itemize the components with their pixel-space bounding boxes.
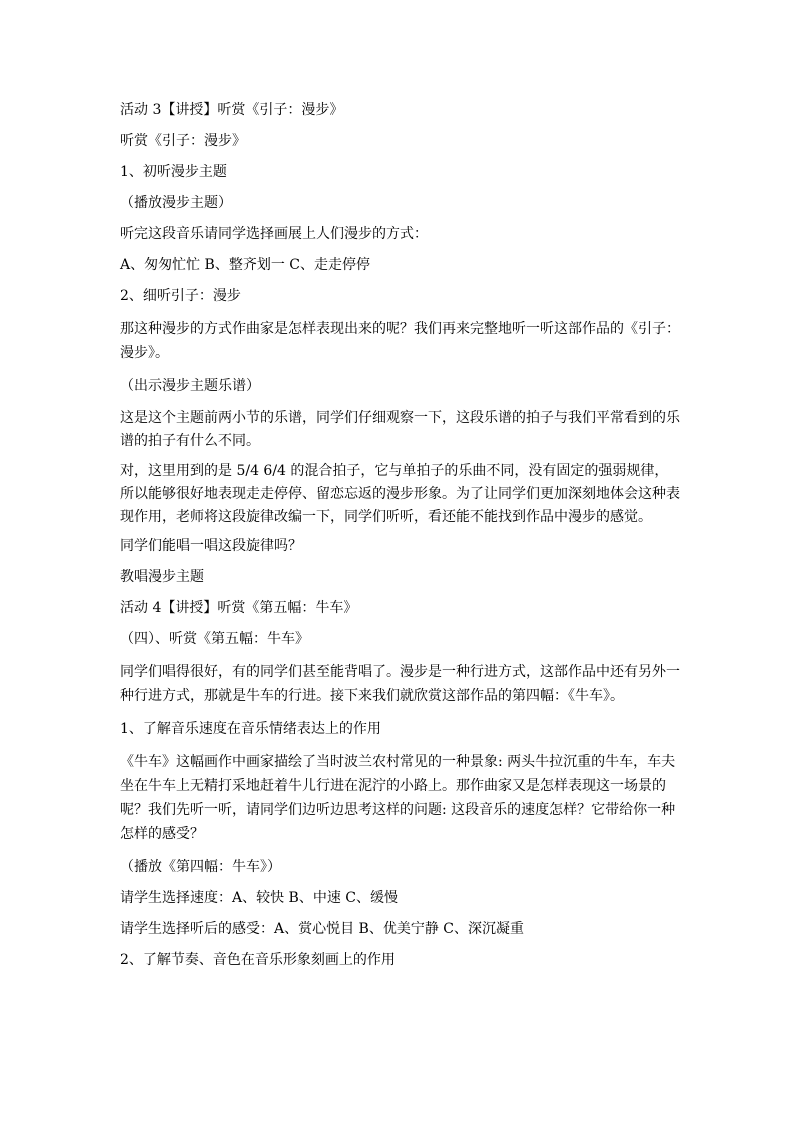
step-2-heading: 2、细听引子：漫步 xyxy=(120,288,241,304)
body-paragraph-meter: 对，这里用到的是 5/4 6/4 的混合拍子，它与单拍子的乐曲不同，没有固定的强弱规律，所以能够很好地表现走走停停、留恋忘返的漫步形象。为了让同学们更加深刻地体会这种表现作用，老师将这段旋律改编一下，同学们听听，看还能不能找到作品中漫步的感觉。 xyxy=(120,463,680,525)
step-1-heading: 1、初听漫步主题 xyxy=(120,164,227,180)
question-sing: 同学们能唱一唱这段旋律吗？ xyxy=(120,538,302,554)
stage-note-play-oxcart: （播放《第四幅：牛车》） xyxy=(120,859,281,875)
activity-3-heading: 活动 3【讲授】听赏《引子：漫步》 xyxy=(120,102,344,118)
body-paragraph-intro: 那这种漫步的方式作曲家是怎样表现出来的呢？我们再来完整地听一听这部作品的《引子：漫步》。 xyxy=(120,321,680,361)
choice-speed: 请学生选择速度：A、较快 B、中速 C、缓慢 xyxy=(120,890,399,906)
section-heading-intro: 听赏《引子：漫步》 xyxy=(120,133,246,149)
choice-feeling: 请学生选择听后的感受：A、赏心悦目 B、优美宁静 C、深沉凝重 xyxy=(120,921,525,937)
body-paragraph-oxcart: 《牛车》这幅画作中画家描绘了当时波兰农村常见的一种景象: 两头牛拉沉重的牛车，车夫坐在牛车上无精打采地赶着牛儿行进在泥泞的小路上。那作曲家又是怎样表现这一场景的呢？我们先听一听，请同学们边听边思考这样的问题: 这段音乐的速度怎样？它带给你一种怎样的感受？ xyxy=(120,754,676,842)
step-2-rhythm-heading: 2、了解节奏、音色在音乐形象刻画上的作用 xyxy=(120,952,395,968)
stage-note-show-score: （出示漫步主题乐谱） xyxy=(120,378,260,394)
choice-options: A、匆匆忙忙 B、整齐划一 C、走走停停 xyxy=(120,257,371,273)
teach-theme: 教唱漫步主题 xyxy=(120,569,204,585)
body-paragraph-transition: 同学们唱得很好，有的同学们甚至能背唱了。漫步是一种行进方式，这部作品中还有另外一种行进方式，那就是牛车的行进。接下来我们就欣赏这部作品的第四幅：《牛车》。 xyxy=(120,664,680,704)
stage-note-play-theme: （播放漫步主题） xyxy=(120,195,232,211)
section-heading-oxcart: （四）、听赏《第五幅：牛车》 xyxy=(120,631,309,647)
body-paragraph-score: 这是这个主题前两小节的乐谱，同学们仔细观察一下，这段乐谱的拍子与我们平常看到的乐谱的拍子有什么不同。 xyxy=(120,410,680,449)
activity-4-heading: 活动 4【讲授】听赏《第五幅：牛车》 xyxy=(120,600,358,616)
step-1-speed-heading: 1、了解音乐速度在音乐情绪表达上的作用 xyxy=(120,721,381,737)
question-paragraph: 听完这段音乐请同学选择画展上人们漫步的方式： xyxy=(120,226,428,242)
document-page xyxy=(120,100,680,981)
